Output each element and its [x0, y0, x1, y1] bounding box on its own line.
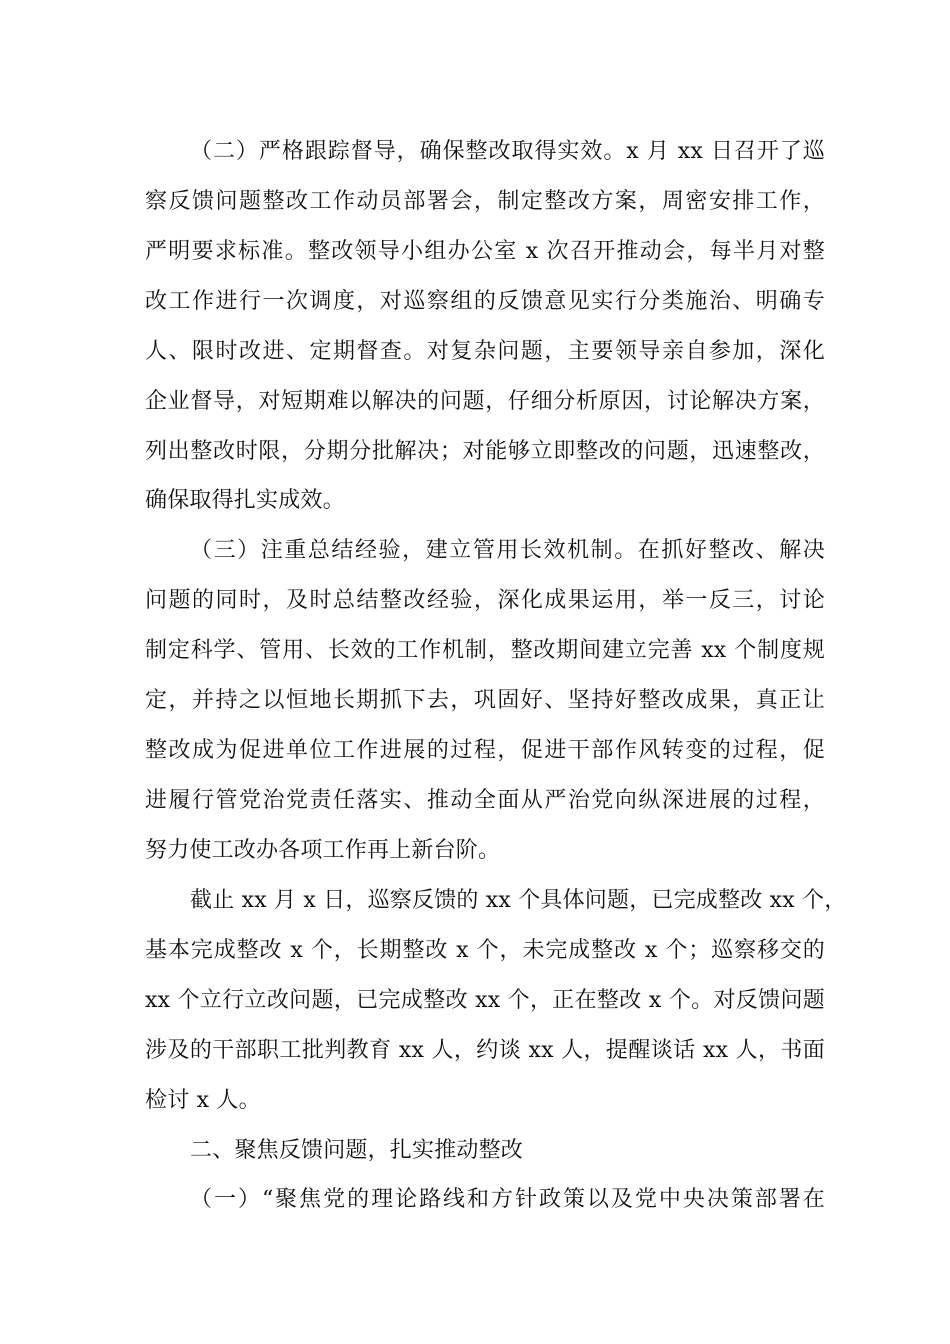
paragraph-2-line-6: 企业督导，对短期难以解决的问题，仔细分析原因，讨论解决方案， [145, 389, 825, 414]
section-heading-2: 二、聚焦反馈问题，扎实推动整改 [190, 1138, 524, 1163]
paragraph-3-line-3: 制定科学、管用、长效的工作机制，整改期间建立完善 xx 个制度规 [145, 638, 825, 663]
paragraph-3-line-4: 定，并持之以恒地长期抓下去，巩固好、坚持好整改成果，真正让 [145, 688, 825, 713]
paragraph-2-line-4: 改工作进行一次调度，对巡察组的反馈意见实行分类施治、明确专 [145, 289, 825, 314]
paragraph-2-line-2: 察反馈问题整改工作动员部署会，制定整改方案，周密安排工作， [145, 189, 825, 214]
paragraph-2-line-7: 列出整改时限，分期分批解决；对能够立即整改的问题，迅速整改， [145, 439, 825, 464]
paragraph-2-line-8: 确保取得扎实成效。 [145, 488, 345, 513]
paragraph-3-line-7: 努力使工改办各项工作再上新台阶。 [145, 838, 501, 863]
paragraph-4-line-5: 检讨 x 人。 [145, 1088, 261, 1113]
paragraph-3-line-1: （三）注重总结经验，建立管用长效机制。在抓好整改、解决 [190, 538, 825, 563]
paragraph-2-line-5: 人、限时改进、定期督查。对复杂问题，主要领导亲自参加，深化 [145, 339, 825, 364]
paragraph-3-line-5: 整改成为促进单位工作进展的过程，促进干部作风转变的过程，促 [145, 738, 825, 763]
paragraph-4-line-4: 涉及的干部职工批判教育 xx 人，约谈 xx 人，提醒谈话 xx 人，书面 [145, 1038, 825, 1063]
paragraph-4-line-3: xx 个立行立改问题，已完成整改 xx 个，正在整改 x 个。对反馈问题 [145, 988, 825, 1013]
paragraph-3-line-2: 问题的同时，及时总结整改经验，深化成果运用，举一反三，讨论 [145, 588, 825, 613]
paragraph-3-line-6: 进履行管党治党责任落实、推动全面从严治党向纵深进展的过程， [145, 788, 825, 813]
paragraph-2-line-1: （二）严格跟踪督导，确保整改取得实效。x 月 xx 日召开了巡 [190, 139, 825, 164]
paragraph-4-line-1: 截止 xx 月 x 日，巡察反馈的 xx 个具体问题，已完成整改 xx 个， [190, 888, 847, 913]
paragraph-5-line-1: （一）“聚焦党的理论路线和方针政策以及党中央决策部署在 [190, 1187, 825, 1212]
paragraph-2-line-3: 严明要求标准。整改领导小组办公室 x 次召开推动会，每半月对整 [145, 239, 825, 264]
paragraph-4-line-2: 基本完成整改 x 个，长期整改 x 个，未完成整改 x 个；巡察移交的 [145, 938, 825, 963]
